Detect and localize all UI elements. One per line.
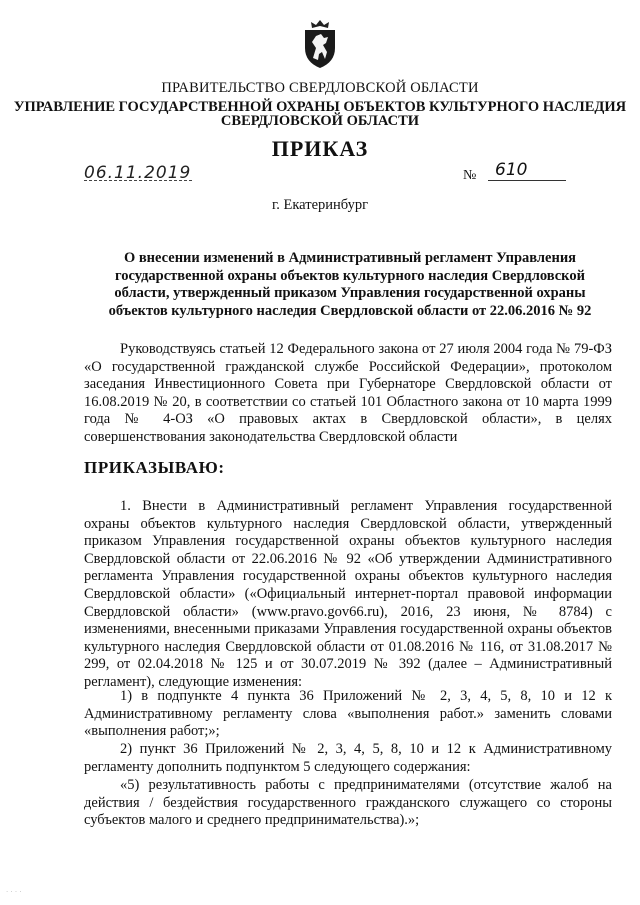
order-date: 06.11.2019 [84, 163, 192, 183]
quoted-subitem-5-paragraph: «5) результативность работы с предпринимателями (отсутствие жалоб на действия / бездействия государственного гражданского служащего со стороны субъектов малого и среднего предпринимательства).»; [84, 777, 612, 829]
crown-icon [311, 20, 329, 28]
coat-of-arms-emblem [294, 18, 346, 70]
preamble-paragraph: Руководствуясь статьей 12 Федерального закона от 27 июля 2004 года № 79-ФЗ «О государственной гражданской службе Российской Федерации», протоколом заседания Инвестиционного Совета при Губернаторе Свердловской области от 16.08.2019 № 20, в соответствии со статьей 101 Областного закона от 10 марта 1999 года № 4-ОЗ «О правовых актах в Свердловской области», в целях совершенствования законодательства Свердловской области [84, 341, 612, 445]
number-underline [488, 180, 566, 181]
date-underline [84, 180, 192, 181]
order-title: О внесении изменений в Административный регламент Управления государственной охраны объектов культурного наследия Свердловской области, утвержденный приказом Управления государственной охраны объектов культурного наследия Свердловской области от 22.06.2016 № 92 [108, 250, 592, 319]
subitem-1-paragraph: 1) в подпункте 4 пункта 36 Приложений № 2, 3, 4, 5, 8, 10 и 12 к Административному регламенту слова «выполнения работ.» заменить словами «выполнения работ;»; [84, 688, 612, 740]
scan-noise-mark: · · · · [6, 888, 22, 896]
order-number: 610 [495, 160, 528, 180]
subitem-2-paragraph: 2) пункт 36 Приложений № 2, 3, 4, 5, 8, 10 и 12 к Административному регламенту дополнить подпунктом 5 следующего содержания: [84, 741, 612, 775]
department-name-line-1: УПРАВЛЕНИЕ ГОСУДАРСТВЕННОЙ ОХРАНЫ ОБЪЕКТОВ КУЛЬТУРНОГО НАСЛЕДИЯ [13, 99, 627, 115]
order-directive-heading: ПРИКАЗЫВАЮ: [84, 458, 225, 477]
item-1-paragraph: 1. Внести в Административный регламент Управления государственной охраны объектов культурного наследия Свердловской области, утвержденный приказом Управления государственной охраны объектов культурного наследия Свердловской области от 22.06.2016 № 92 «Об утверждении Административного регламента Управления государственной охраны объектов культурного наследия Свердловской области» («Официальный интернет-портал правовой информации Свердловской области» (www.pravo.gov66.ru), 2016, 23 июня, № 8784) с изменениями, внесенными приказами Управления государственной охраны объектов культурного наследия Свердловской области от 01.08.2016 № 116, от 31.08.2017 № 299, от 02.04.2018 № 125 и от 30.07.2019 № 392 (далее – Административный регламент), следующие изменения: [84, 498, 612, 690]
order-number-label: № [463, 168, 477, 183]
government-name: ПРАВИТЕЛЬСТВО СВЕРДЛОВСКОЙ ОБЛАСТИ [161, 80, 479, 96]
city-name: г. Екатеринбург [271, 197, 369, 213]
department-name-line-2: СВЕРДЛОВСКОЙ ОБЛАСТИ [220, 113, 420, 129]
document-type-title: ПРИКАЗ [271, 136, 369, 161]
